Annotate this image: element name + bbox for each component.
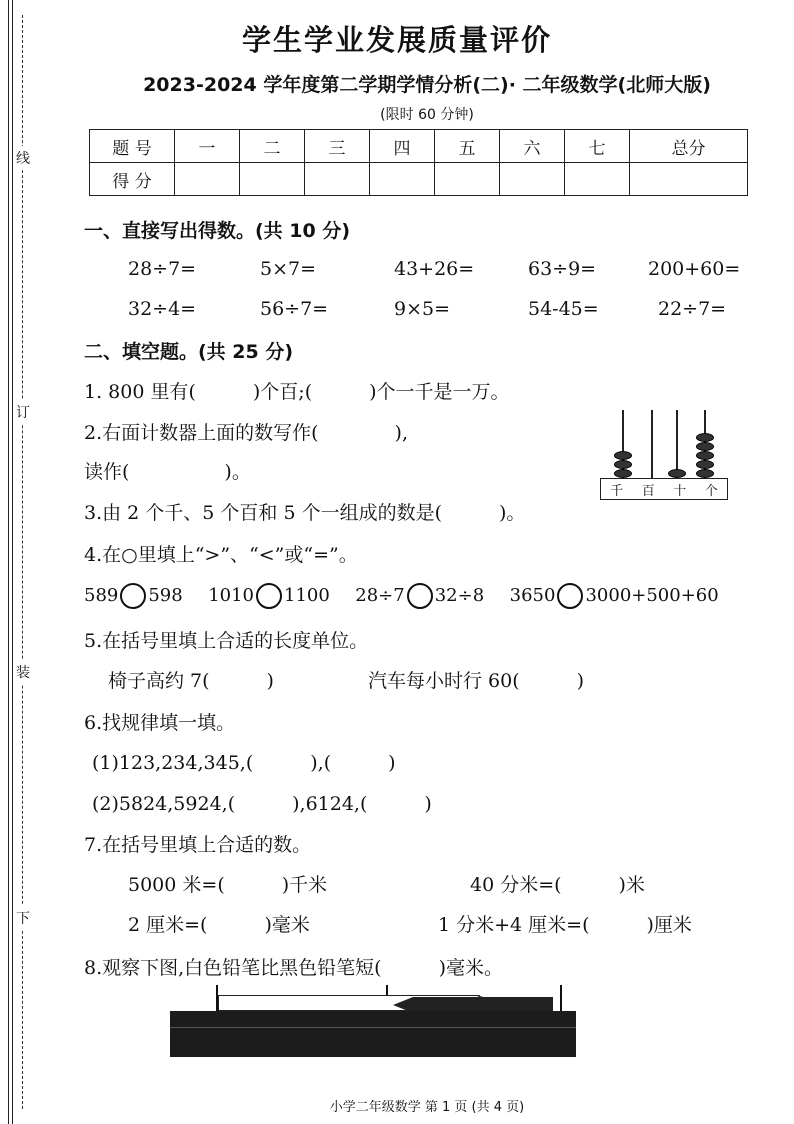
abacus-bead (668, 469, 686, 478)
abacus-rod (651, 410, 653, 478)
score-input-cell[interactable] (435, 163, 500, 196)
calc-item: 5×7= (260, 258, 317, 280)
question-6b: (2)5824,5924,( ),6124,( ) (92, 793, 432, 815)
question-2b: 读作( )。 (84, 461, 251, 483)
score-value-row (90, 163, 748, 196)
question-7: 7.在括号里填上合适的数。 (84, 834, 312, 856)
binding-char: 线 (16, 146, 30, 170)
compare-right: 32÷8 (434, 585, 485, 606)
score-cell: 五 (435, 130, 500, 163)
score-cell: 二 (240, 130, 305, 163)
section-2-heading: 二、填空题。(共 25 分) (84, 341, 294, 363)
abacus-bead (614, 469, 632, 478)
calc-item: 43+26= (394, 258, 475, 280)
binding-char: 装 (16, 660, 30, 684)
exam-subtitle: 2023-2024 学年度第二学期学情分析(二)· 二年级数学(北师大版) (143, 74, 711, 96)
score-input-cell[interactable] (305, 163, 370, 196)
score-cell: 三 (305, 130, 370, 163)
abacus-label: 十 (673, 483, 687, 499)
calc-item: 63÷9= (528, 258, 597, 280)
pencil-ruler-figure (168, 985, 578, 1060)
question-5: 5.在括号里填上合适的长度单位。 (84, 630, 369, 652)
abacus-label: 千 (610, 483, 624, 499)
score-cell: 一 (175, 130, 240, 163)
compare-left: 589 (84, 585, 119, 606)
binding-char: 下 (16, 906, 30, 930)
calc-item: 28÷7= (128, 258, 197, 280)
binding-margin (0, 0, 60, 1124)
compare-left: 3650 (509, 585, 556, 606)
abacus-bead (696, 451, 714, 460)
score-cell: 得 分 (90, 163, 175, 196)
abacus-base (600, 478, 728, 500)
score-cell: 七 (565, 130, 630, 163)
score-input-cell[interactable] (175, 163, 240, 196)
question-8: 8.观察下图,白色铅笔比黑色铅笔短( )毫米。 (84, 957, 503, 979)
compare-circle[interactable] (557, 583, 583, 609)
question-3: 3.由 2 个千、5 个百和 5 个一组成的数是( )。 (84, 502, 526, 524)
abacus-figure (600, 408, 728, 500)
abacus-bead (614, 451, 632, 460)
question-4: 4.在○里填上“>”、“<”或“=”。 (84, 544, 358, 566)
abacus-bead (696, 433, 714, 442)
time-limit: (限时 60 分钟) (380, 107, 474, 123)
question-1: 1. 800 里有( )个百;( )个一千是一万。 (84, 381, 510, 403)
score-input-cell[interactable] (240, 163, 305, 196)
compare-circle[interactable] (256, 583, 282, 609)
compare-circle[interactable] (407, 583, 433, 609)
abacus-rod (676, 410, 678, 478)
abacus-bead (614, 460, 632, 469)
abacus-bead (696, 469, 714, 478)
abacus-bead (696, 460, 714, 469)
question-7d: 1 分米+4 厘米=( )厘米 (438, 914, 692, 936)
question-6: 6.找规律填一填。 (84, 712, 236, 734)
cut-line (22, 15, 23, 1109)
compare-row (84, 583, 719, 609)
compare-right: 1100 (284, 585, 330, 606)
abacus-label: 百 (641, 483, 655, 499)
question-6a: (1)123,234,345,( ),( ) (92, 752, 396, 774)
score-input-cell[interactable] (630, 163, 748, 196)
ruler-line (170, 1027, 576, 1028)
page-title: 学生学业发展质量评价 (241, 23, 552, 57)
score-cell: 题 号 (90, 130, 175, 163)
question-5b: 汽车每小时行 60( ) (368, 670, 585, 692)
ruler (170, 1011, 576, 1057)
section-1-heading: 一、直接写出得数。(共 10 分) (84, 220, 351, 242)
binding-char: 订 (16, 400, 30, 424)
compare-circle[interactable] (120, 583, 146, 609)
score-table (89, 129, 748, 196)
question-7b: 40 分米=( )米 (470, 874, 645, 896)
question-2a: 2.右面计数器上面的数写作( ), (84, 422, 408, 444)
compare-right: 598 (148, 585, 183, 606)
calc-item: 56÷7= (260, 298, 329, 320)
score-input-cell[interactable] (565, 163, 630, 196)
calc-item: 54-45= (528, 298, 599, 320)
score-cell: 六 (500, 130, 565, 163)
calc-item: 200+60= (648, 258, 741, 280)
score-cell: 总分 (630, 130, 748, 163)
score-header-row (90, 130, 748, 163)
score-cell: 四 (370, 130, 435, 163)
compare-left: 1010 (208, 585, 254, 606)
question-5a: 椅子高约 7( ) (108, 670, 274, 692)
compare-right: 3000+500+60 (585, 585, 719, 606)
score-input-cell[interactable] (370, 163, 435, 196)
calc-item: 9×5= (394, 298, 451, 320)
abacus-label: 个 (704, 483, 718, 499)
calc-item: 22÷7= (658, 298, 727, 320)
binding-edge-line (8, 0, 9, 1124)
abacus-bead (696, 442, 714, 451)
score-input-cell[interactable] (500, 163, 565, 196)
question-7c: 2 厘米=( )毫米 (128, 914, 310, 936)
calc-item: 32÷4= (128, 298, 197, 320)
question-7a: 5000 米=( )千米 (128, 874, 328, 896)
compare-left: 28÷7 (355, 585, 405, 606)
binding-edge-line (12, 0, 13, 1124)
page-footer: 小学二年级数学 第 1 页 (共 4 页) (329, 1100, 525, 1115)
